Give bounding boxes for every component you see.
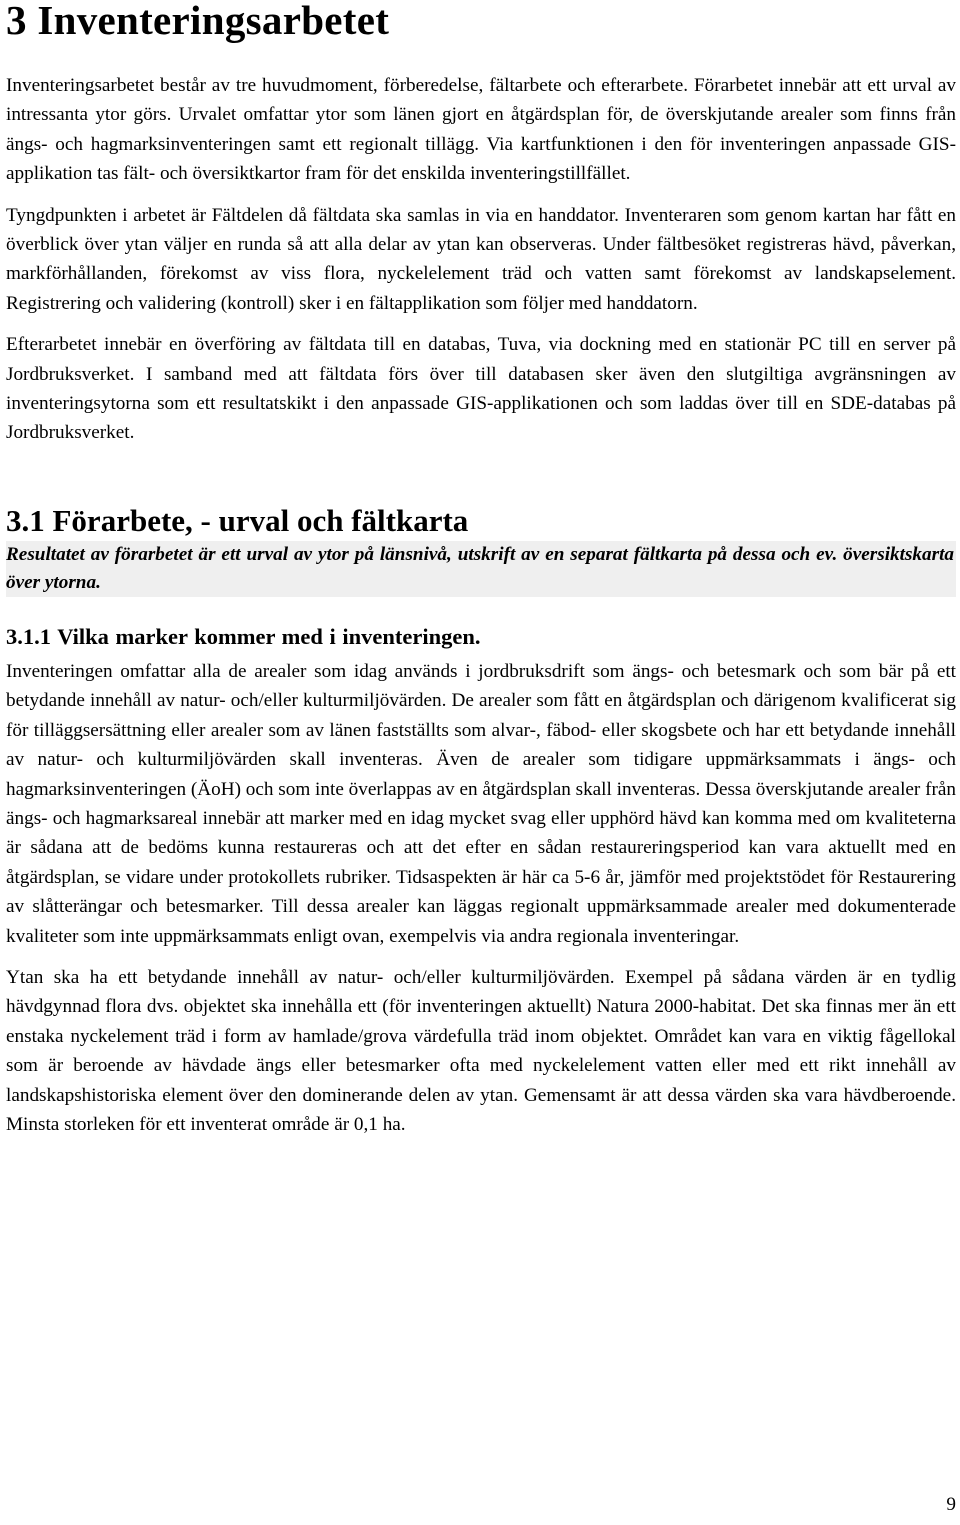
paragraph-values: Ytan ska ha ett betydande innehåll av natur- och/eller kulturmiljövärden. Exempel på sådana värden är en tydlig hävdgynnad flora dvs. objektet ska innehålla ett (för inventeringen aktuellt) Natura 2000-habitat. Det ska finnas mer än ett enstaka nyckelement träd i form av hamlade/grova värdefulla träd inom objektet. Området kan vara en viktig fågellokal som är beroende av hävdade ängs eller betesmarker ofta med nyckelelement vatten eller med ett rikt innehåll av landskapshistoriska element över den dominerande delen av ytan. Gemensamt är att dessa värden ska vara hävdberoende. Minsta storleken för ett inventerat område är 0,1 ha. [6, 966, 956, 1135]
section-summary-box: Resultatet av förarbetet är ett urval av ytor på länsnivå, utskrift av en separat fältkarta på dessa och ev. översiktskarta över ytorna. [6, 541, 956, 597]
chapter-heading: 3 Inventeringsarbetet [6, 0, 390, 43]
document-page [6, 0, 956, 1139]
subsection-heading: 3.1.1 Vilka marker kommer med i inventeringen. [6, 623, 481, 649]
section-heading: 3.1 Förarbete, - urval och fältkarta [6, 502, 469, 538]
page-number: 9 [946, 1494, 956, 1515]
paragraph-scope: Inventeringen omfattar alla de arealer som idag används i jordbruksdrift som ängs- och betesmark och som bär på ett betydande innehåll av natur- och/eller kulturmiljövärden. De arealer som fått en åtgärdsplan och därigenom kvalificerat sig för tilläggsersättning eller arealer som av länen fastställts som alvar-, fäbod- eller skogsbete och har ett betydande innehåll av natur- och kulturmiljövärden skall inventeras. Även de arealer som tidigare uppmärksammats i ängs- och hagmarksinventeringen (ÄoH) och som inte överlappas av en åtgärdsplan skall inventeras. Dessa överskjutande arealer från ängs- och hagmarksareal innebär att marker med en idag mycket svag eller upphörd hävd kan komma med om kvaliteterna är sådana att de bedöms kunna restaureras och att det efter en sådan restaureringsperiod kan vara aktuellt med en åtgärdsplan, se vidare under protokollets rubriker. Tidsaspekten är här ca 5-6 år, jämför med projektstödet för Restaurering av slåtterängar och betesmarker. Till dessa arealer kan läggas regionalt uppmärksammade arealer med dokumenterade kvaliteter som inte uppmärksammats enligt ovan, exempelvis via andra regionala inventeringar. [6, 660, 956, 947]
paragraph-postwork: Efterarbetet innebär en överföring av fältdata till en databas, Tuva, via dockning med en stationär PC till en server på Jordbruksverket. I samband med att fältdata förs över till databasen sker även den slutgiltiga avgränsningen av inventeringsytorna som ett resultatskikt i den anpassade GIS-applikationen och som laddas över till en SDE-databas på Jordbruksverket. [6, 334, 956, 444]
paragraph-intro: Inventeringsarbetet består av tre huvudmoment, förberedelse, fältarbete och efterarbete. Förarbetet innebär att ett urval av intressanta ytor görs. Urvalet omfattar ytor som länen gjort en åtgärdsplan för, de överskjutande arealer som finns från ängs- och hagmarksinventeringen samt ett regionalt tillägg. Via kartfunktionen i den för inventeringen anpassade GIS-applikation tas fält- och översiktkartor fram för det enskilda inventeringstillfället. [6, 75, 956, 185]
paragraph-fieldwork: Tyngdpunkten i arbetet är Fältdelen då fältdata ska samlas in via en handdator. Inventeraren som genom kartan har fått en överblick över ytan väljer en runda så att alla delar av ytan kan observeras. Under fältbesöket registreras hävd, påverkan, markförhållanden, förekomst av viss flora, nyckelelement träd och vatten samt förekomst av landskapselement. Registrering och validering (kontroll) sker i en fältapplikation som följer med handdatorn. [6, 204, 956, 314]
